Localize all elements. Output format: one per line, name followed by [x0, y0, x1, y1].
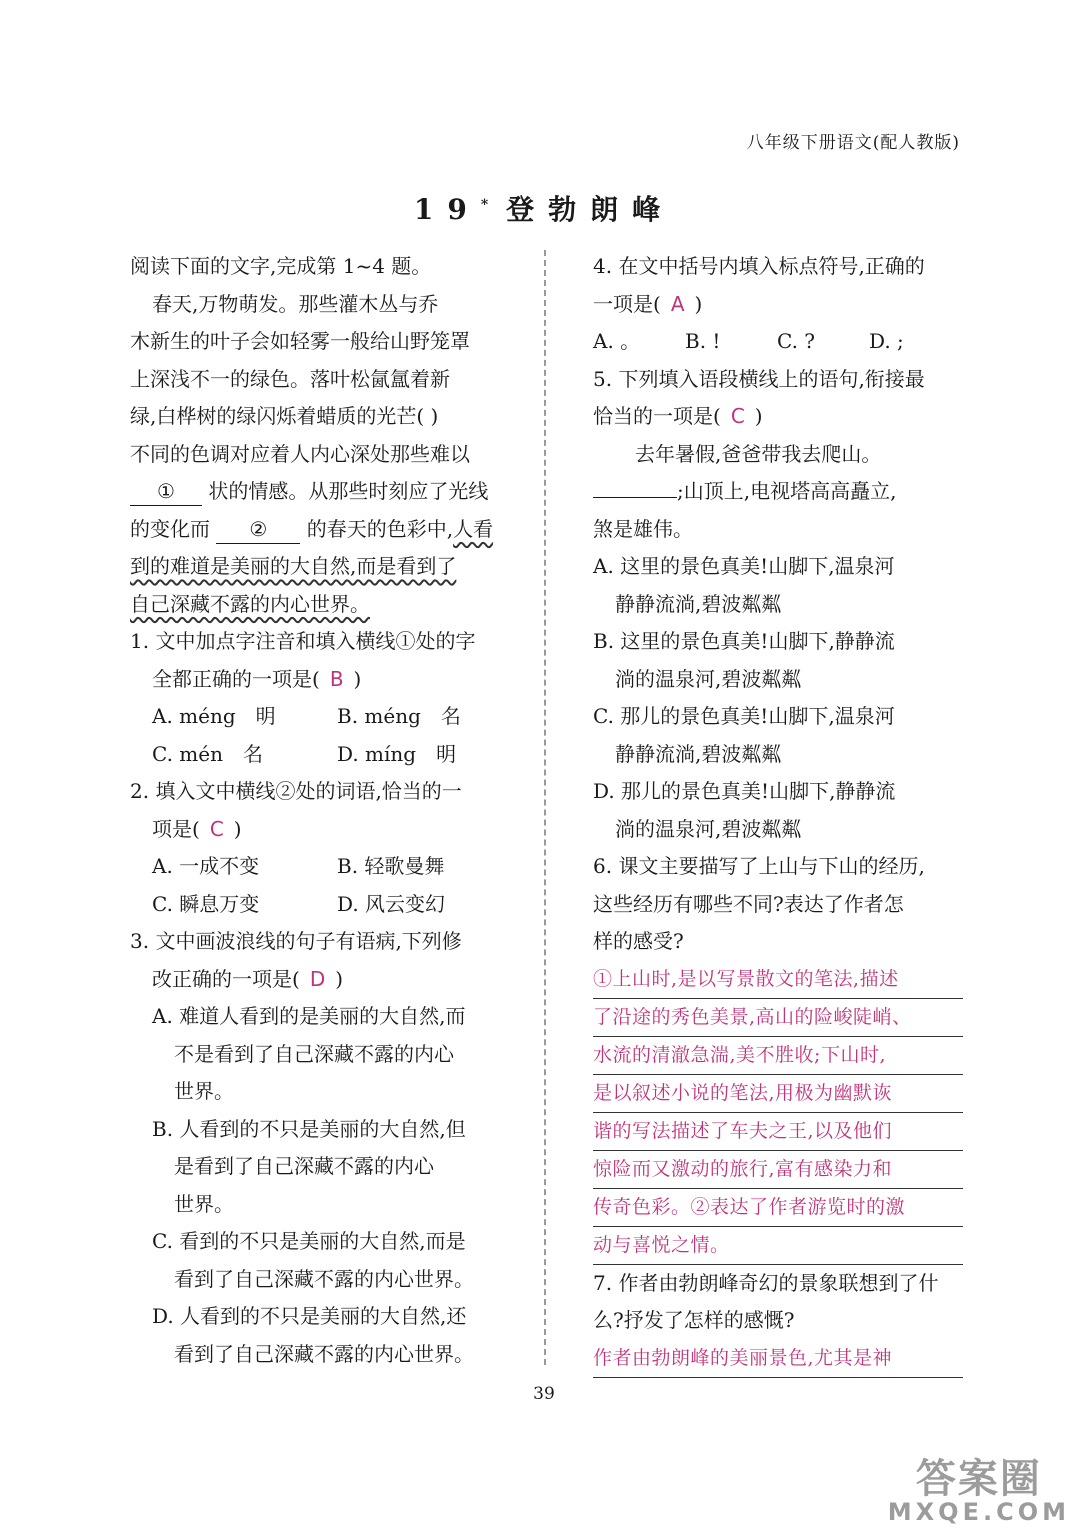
option: B. méng 名 — [337, 704, 461, 728]
option-continued: 看到了自己深藏不露的内心世界。 — [174, 1266, 474, 1291]
option-row — [130, 698, 522, 736]
answer-line: 传奇色彩。②表达了作者游览时的激 — [593, 1189, 963, 1227]
answer-mark: D — [309, 966, 326, 991]
watermark-text: 答案圈 — [915, 1456, 1042, 1502]
wavy-sentence: 自己深藏不露的内心世界。 — [130, 591, 370, 616]
watermark-domain: MXQE.COM — [887, 1498, 1070, 1526]
answer-line: 是以叙述小说的笔法,用极为幽默诙 — [593, 1075, 963, 1113]
question-stem: 2. 填入文中横线②处的词语,恰当的一 — [130, 779, 462, 803]
option-continued: 淌的温泉河,碧波粼粼 — [615, 816, 802, 841]
passage-line: 煞是雄伟。 — [593, 516, 693, 541]
answer-line: 水流的清澈急湍,美不胜收;下山时, — [593, 1037, 963, 1075]
option: D. 风云变幻 — [337, 891, 446, 916]
answer-mark: C — [209, 816, 224, 841]
passage-line — [130, 586, 522, 624]
question-stem: 5. 下列填入语段横线上的语句,衔接最 — [593, 366, 925, 391]
question-stem: 6. 课文主要描写了上山与下山的经历, — [593, 854, 925, 878]
blank-line — [593, 497, 677, 498]
lesson-number: 19 — [413, 193, 481, 226]
option: A. 这里的景色真美!山脚下,温泉河 — [593, 554, 895, 578]
passage-line: ① 状的情感。从那些时刻应了光线 — [130, 473, 522, 511]
option-continued: 看到了自己深藏不露的内心世界。 — [174, 1341, 474, 1366]
lesson-title — [0, 188, 1088, 228]
option: B. 轻歌曼舞 — [337, 854, 445, 878]
question-stem: 项是( C ) — [152, 816, 242, 841]
option: A. 一成不变 — [152, 854, 260, 878]
option: C. ? — [777, 329, 816, 353]
option: B. ! — [685, 329, 721, 353]
passage-line: 不同的色调对应着人内心深处那些难以 — [130, 441, 470, 466]
question-stem: 7. 作者由勃朗峰奇幻的景象联想到了什 — [593, 1270, 939, 1295]
passage-line: 春天,万物萌发。那些灌木丛与乔 — [152, 291, 439, 316]
book-label: 八年级下册语文(配人教版) — [746, 133, 960, 153]
answer-line: 谐的写法描述了车夫之王,以及他们 — [593, 1113, 963, 1151]
option: D. ; — [869, 329, 904, 353]
wavy-sentence: 到的难道是美丽的大自然,而是看到了 — [130, 554, 457, 578]
answer-line: 作者由勃朗峰的美丽景色,尤其是神 — [593, 1340, 963, 1378]
option-continued: 静静流淌,碧波粼粼 — [615, 741, 782, 766]
option: D. 那儿的景色真美!山脚下,静静流 — [593, 779, 896, 803]
answer-line: ①上山时,是以写景散文的笔法,描述 — [593, 961, 963, 999]
option: C. mén 名 — [152, 741, 263, 766]
question-stem: 么?抒发了怎样的感慨? — [593, 1308, 795, 1332]
question-2 — [130, 773, 522, 923]
option: B. 这里的景色真美!山脚下,静静流 — [593, 629, 895, 653]
option-continued: 淌的温泉河,碧波粼粼 — [615, 666, 802, 691]
question-stem: 4. 在文中括号内填入标点符号,正确的 — [593, 254, 925, 278]
reading-passage — [130, 286, 522, 624]
option: A. 。 — [593, 329, 641, 353]
option-continued: 世界。 — [174, 1079, 234, 1103]
option-continued: 世界。 — [174, 1191, 234, 1216]
passage-line: 上深浅不一的绿色。落叶松氤氲着新 — [130, 366, 450, 391]
question-stem: 一项是( A ) — [593, 291, 703, 316]
answer-mark: B — [329, 666, 344, 691]
passage-line: ;山顶上,电视塔高高矗立, — [593, 473, 963, 511]
question-5 — [593, 361, 963, 849]
question-stem: 样的感受? — [593, 929, 684, 953]
option-row — [130, 848, 522, 886]
option: A. 难道人看到的是美丽的大自然,而 — [152, 1004, 466, 1028]
passage-line: 绿,白桦树的绿闪烁着蜡质的光芒( ) — [130, 404, 439, 428]
question-stem: 这些经历有哪些不同?表达了作者怎 — [593, 891, 904, 916]
passage-line: 木新生的叶子会如轻雾一般给山野笼罩 — [130, 329, 470, 353]
answer-line: 惊险而又激动的旅行,富有感染力和 — [593, 1151, 963, 1189]
lesson-star: * — [480, 196, 489, 213]
answer-mark: A — [670, 291, 685, 316]
option: B. 人看到的不只是美丽的大自然,但 — [152, 1116, 466, 1141]
option: C. 瞬息万变 — [152, 891, 260, 916]
passage-line: 的变化而 ② 的春天的色彩中,人看 — [130, 511, 522, 549]
reading-intro: 阅读下面的文字,完成第 1~4 题。 — [130, 254, 432, 278]
question-stem: 恰当的一项是( C ) — [593, 404, 763, 428]
question-stem: 改正确的一项是( D ) — [152, 966, 344, 991]
answer-mark: C — [730, 404, 745, 428]
option-continued: 静静流淌,碧波粼粼 — [615, 591, 782, 616]
option-row — [130, 886, 522, 924]
question-6 — [593, 848, 963, 1265]
passage-line: 去年暑假,爸爸带我去爬山。 — [635, 441, 882, 466]
watermark-logo — [888, 1447, 1070, 1526]
option-row — [130, 736, 522, 774]
right-column — [593, 248, 963, 1378]
option: D. míng 明 — [337, 741, 457, 766]
question-7 — [593, 1265, 963, 1378]
question-1 — [130, 623, 522, 773]
left-column — [130, 248, 522, 1373]
question-4 — [593, 248, 963, 361]
passage-line — [130, 548, 522, 586]
option-continued: 不是看到了自己深藏不露的内心 — [174, 1041, 454, 1066]
question-stem: 全都正确的一项是( B ) — [152, 666, 362, 691]
option-continued: 是看到了自己深藏不露的内心 — [174, 1154, 434, 1178]
option-row — [593, 323, 963, 361]
wavy-sentence: 人看 — [453, 516, 494, 541]
lesson-name: 登勃朗峰 — [506, 193, 675, 226]
question-3 — [130, 923, 522, 1373]
question-stem: 1. 文中加点字注音和填入横线①处的字 — [130, 629, 476, 653]
option: D. 人看到的不只是美丽的大自然,还 — [152, 1304, 467, 1328]
question-stem: 3. 文中画波浪线的句子有语病,下列修 — [130, 929, 462, 953]
blank-1: ① — [130, 477, 202, 506]
option: C. 看到的不只是美丽的大自然,而是 — [152, 1229, 466, 1253]
answer-line: 了沿途的秀色美景,高山的险峻陡峭、 — [593, 999, 963, 1037]
option: A. méng 明 — [152, 704, 276, 728]
column-divider — [544, 250, 546, 1365]
option: C. 那儿的景色真美!山脚下,温泉河 — [593, 704, 895, 728]
blank-2: ② — [216, 515, 300, 544]
page-number: 39 — [533, 1384, 555, 1404]
handwritten-answer — [593, 961, 963, 1265]
answer-line: 动与喜悦之情。 — [593, 1227, 963, 1265]
